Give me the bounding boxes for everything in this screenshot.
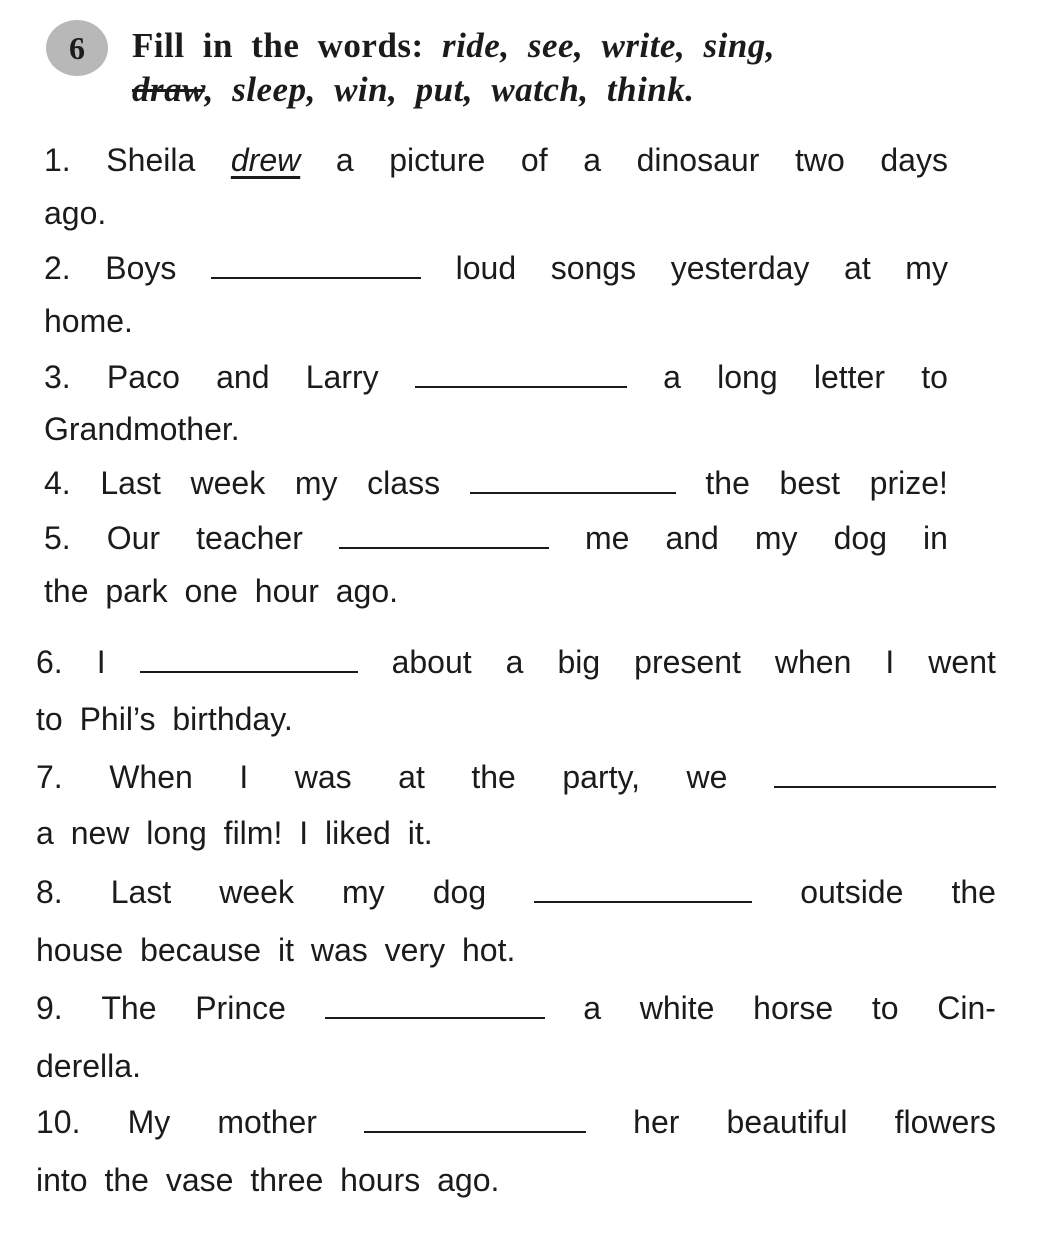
item-6-continuation: to Phil’s birthday.	[36, 701, 293, 737]
exercise-number-badge	[46, 20, 108, 76]
item-number: 3.	[44, 359, 71, 395]
item-word: Larry	[305, 359, 379, 395]
item-2-continuation: home.	[44, 303, 133, 339]
answer-blank[interactable]	[364, 1109, 586, 1133]
item-word: week	[219, 874, 294, 910]
item-6-line	[36, 642, 996, 682]
item-10-continuation: into the vase three hours ago.	[36, 1162, 500, 1198]
item-5-line	[44, 518, 948, 558]
item-word: yesterday	[670, 250, 810, 286]
item-word: horse	[753, 990, 834, 1026]
exercise-number: 6	[69, 29, 85, 66]
item-word: class	[367, 465, 441, 501]
instruction-line-1	[132, 26, 1012, 66]
item-7-continuation: a new long film! I liked it.	[36, 815, 433, 851]
answer-blank[interactable]	[339, 525, 549, 549]
item-word: my	[905, 250, 948, 286]
answer-blank[interactable]	[470, 470, 676, 494]
item-word: Cin-	[937, 990, 996, 1026]
item-number: 5.	[44, 520, 71, 556]
item-word: my	[294, 465, 338, 501]
item-word: big	[557, 644, 601, 680]
item-word: Last	[110, 874, 172, 910]
item-8-line	[36, 872, 996, 912]
item-word: at	[844, 250, 871, 286]
item-word: My	[127, 1104, 171, 1140]
item-9-line	[36, 988, 996, 1028]
item-word: long	[717, 359, 778, 395]
example-answer: drew	[230, 142, 301, 178]
item-word: a	[583, 990, 602, 1026]
item-word: week	[190, 465, 266, 501]
item-word: present	[634, 644, 741, 680]
item-7-line	[36, 757, 996, 797]
item-word: a	[505, 644, 524, 680]
item-number: 10.	[36, 1104, 81, 1140]
item-word: beautiful	[726, 1104, 848, 1140]
item-word: I	[885, 644, 895, 680]
answer-blank[interactable]	[211, 255, 421, 279]
item-8-continuation: house because it was very hot.	[36, 932, 516, 968]
item-word: prize!	[869, 465, 948, 501]
item-word: Paco	[106, 359, 180, 395]
item-3-continuation: Grandmother.	[44, 411, 240, 447]
item-word: picture	[389, 142, 486, 178]
item-word: when	[774, 644, 852, 680]
item-word: we	[686, 759, 728, 795]
item-word: was	[294, 759, 352, 795]
item-word: at	[398, 759, 425, 795]
item-number: 7.	[36, 759, 63, 795]
item-word: me	[584, 520, 630, 556]
item-word: songs	[550, 250, 637, 286]
item-word: mother	[217, 1104, 317, 1140]
item-word: and	[216, 359, 270, 395]
item-number: 9.	[36, 990, 63, 1026]
item-word: dog	[432, 874, 487, 910]
item-word: Last	[100, 465, 161, 501]
item-word: I	[239, 759, 249, 795]
item-word: Boys	[105, 250, 177, 286]
item-1-line	[44, 140, 948, 180]
item-word: outside	[800, 874, 904, 910]
item-word: I	[96, 644, 106, 680]
item-word: her	[633, 1104, 680, 1140]
item-word: my	[754, 520, 798, 556]
item-word: of	[520, 142, 548, 178]
item-4-line	[44, 463, 948, 503]
item-word: best	[779, 465, 840, 501]
item-word: letter	[813, 359, 885, 395]
item-word: party,	[562, 759, 640, 795]
item-word: days	[880, 142, 948, 178]
item-word: the	[705, 465, 750, 501]
item-10-line	[36, 1102, 996, 1142]
word-bank-line-1: ride, see, write, sing,	[441, 26, 776, 65]
item-number: 1.	[44, 142, 71, 178]
item-word: in	[923, 520, 948, 556]
answer-blank[interactable]	[774, 764, 996, 788]
answer-blank[interactable]	[534, 879, 752, 903]
item-5-continuation: the park one hour ago.	[44, 573, 399, 609]
item-word: When	[109, 759, 193, 795]
item-word: a	[335, 142, 354, 178]
item-word: dinosaur	[636, 142, 760, 178]
answer-blank[interactable]	[415, 364, 627, 388]
item-9-continuation: derella.	[36, 1048, 141, 1084]
item-word: and	[665, 520, 719, 556]
item-word: The	[101, 990, 157, 1026]
item-word: Our	[106, 520, 161, 556]
item-word: my	[342, 874, 385, 910]
item-word: white	[639, 990, 715, 1026]
answer-blank[interactable]	[325, 995, 545, 1019]
item-word: the	[471, 759, 516, 795]
item-word: flowers	[894, 1104, 996, 1140]
item-word: Prince	[195, 990, 286, 1026]
item-number: 8.	[36, 874, 63, 910]
item-word: to	[871, 990, 899, 1026]
instruction-text: Fill in the words:	[132, 26, 424, 65]
item-word: a	[583, 142, 601, 178]
item-word: loud	[455, 250, 517, 286]
item-word: to	[921, 359, 948, 395]
item-word: about	[391, 644, 472, 680]
item-number: 6.	[36, 644, 63, 680]
item-2-line	[44, 248, 948, 288]
item-3-line	[44, 357, 948, 397]
item-word: the	[951, 874, 996, 910]
item-word: a	[663, 359, 681, 395]
item-word: dog	[833, 520, 887, 556]
item-number: 4.	[44, 465, 71, 501]
item-number: 2.	[44, 250, 71, 286]
item-1-continuation: ago.	[44, 195, 107, 231]
word-bank-line-2: , sleep, win, put, watch, think.	[204, 70, 695, 109]
item-word: Sheila	[106, 142, 196, 178]
item-word: teacher	[196, 520, 303, 556]
item-word: two	[794, 142, 845, 178]
answer-blank[interactable]	[140, 649, 358, 673]
word-bank-struck-word: draw	[132, 70, 205, 109]
instruction-line-2	[132, 70, 1012, 110]
item-word: went	[928, 644, 996, 680]
